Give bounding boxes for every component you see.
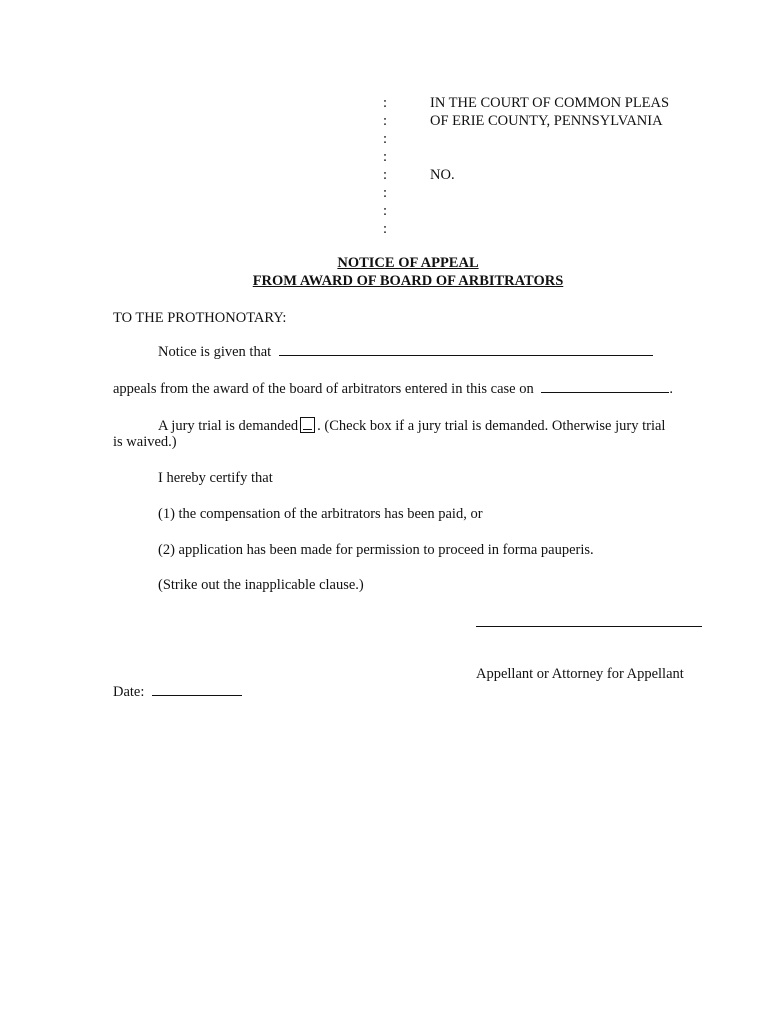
- caption-colon: :: [383, 149, 388, 165]
- document-title-line1: NOTICE OF APPEAL: [337, 255, 479, 271]
- court-name-line1: IN THE COURT OF COMMON PLEAS: [430, 95, 670, 111]
- jury-trial-line: [158, 417, 665, 434]
- addressee: TO THE PROTHONOTARY:: [113, 310, 287, 326]
- caption-colon: :: [383, 221, 388, 237]
- appeals-text: appeals from the award of the board of arbitrators entered in this case on: [113, 381, 534, 397]
- date-line: [113, 685, 242, 700]
- caption-colon: :: [383, 113, 388, 129]
- signature-label: Appellant or Attorney for Appellant: [476, 666, 684, 682]
- certify-statement: I hereby certify that: [158, 470, 273, 486]
- caption-colon: :: [383, 95, 388, 111]
- appeals-paragraph: [113, 382, 673, 397]
- clause-1: (1) the compensation of the arbitrators has been paid, or: [158, 506, 483, 522]
- document-title-line2: FROM AWARD OF BOARD OF ARBITRATORS: [252, 273, 564, 289]
- jury-suffix: . (Check box if a jury trial is demanded. Otherwise jury trial: [317, 418, 666, 434]
- date-label: Date:: [113, 684, 145, 700]
- caption-colon: :: [383, 131, 388, 147]
- appellant-name-blank[interactable]: [279, 355, 653, 356]
- notice-prefix: Notice is given that: [158, 344, 272, 360]
- jury-trial-checkbox[interactable]: [300, 417, 315, 433]
- caption-colon: :: [383, 185, 388, 201]
- jury-trial-line2: is waived.): [113, 434, 177, 450]
- caption-colon: :: [383, 203, 388, 219]
- jury-prefix: A jury trial is demanded: [158, 418, 299, 434]
- date-blank[interactable]: [152, 695, 242, 696]
- clause-2: (2) application has been made for permission to proceed in forma pauperis.: [158, 542, 594, 558]
- appeals-period: .: [669, 381, 673, 397]
- strike-instruction: (Strike out the inapplicable clause.): [158, 577, 364, 593]
- notice-paragraph: [158, 345, 653, 360]
- award-date-blank[interactable]: [541, 392, 669, 393]
- case-number-label: NO.: [430, 167, 455, 183]
- caption-colon: :: [383, 167, 388, 183]
- court-name-line2: OF ERIE COUNTY, PENNSYLVANIA: [430, 113, 663, 129]
- signature-line[interactable]: [476, 626, 702, 627]
